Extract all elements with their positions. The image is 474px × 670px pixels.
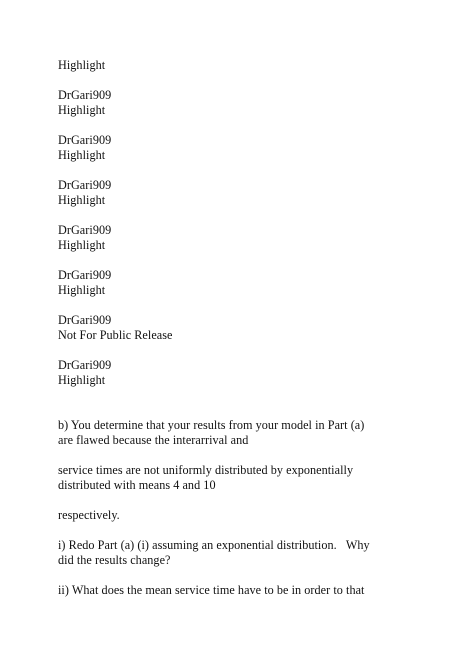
annotation-8-author: DrGari909 bbox=[58, 358, 112, 372]
annotation-7-author: DrGari909 bbox=[58, 313, 112, 327]
annotation-1-line-1: Highlight bbox=[58, 58, 106, 72]
paragraph-b-line-2: are flawed because the interarrival and bbox=[58, 433, 249, 447]
annotation-4-label: Highlight bbox=[58, 193, 106, 207]
question-i-line-2: did the results change? bbox=[58, 553, 171, 567]
annotation-3-label: Highlight bbox=[58, 148, 106, 162]
annotation-6-label: Highlight bbox=[58, 283, 106, 297]
annotation-4-author: DrGari909 bbox=[58, 178, 112, 192]
paragraph-service-line-2: distributed with means 4 and 10 bbox=[58, 478, 216, 492]
paragraph-service-line-1: service times are not uniformly distributed by exponentially bbox=[58, 463, 354, 477]
annotation-6-author: DrGari909 bbox=[58, 268, 112, 282]
paragraph-respectively: respectively. bbox=[58, 508, 120, 522]
annotation-3-author: DrGari909 bbox=[58, 133, 112, 147]
annotation-8-label: Highlight bbox=[58, 373, 106, 387]
annotation-5-author: DrGari909 bbox=[58, 223, 112, 237]
paragraph-b-line-1: b) You determine that your results from your model in Part (a) bbox=[58, 418, 365, 432]
annotation-5-label: Highlight bbox=[58, 238, 106, 252]
question-ii-line-1: ii) What does the mean service time have to be in order to that bbox=[58, 583, 365, 597]
annotation-7-label: Not For Public Release bbox=[58, 328, 173, 342]
question-i-line-1: i) Redo Part (a) (i) assuming an exponential distribution. Why bbox=[58, 538, 370, 552]
annotation-2-author: DrGari909 bbox=[58, 88, 112, 102]
annotation-2-label: Highlight bbox=[58, 103, 106, 117]
